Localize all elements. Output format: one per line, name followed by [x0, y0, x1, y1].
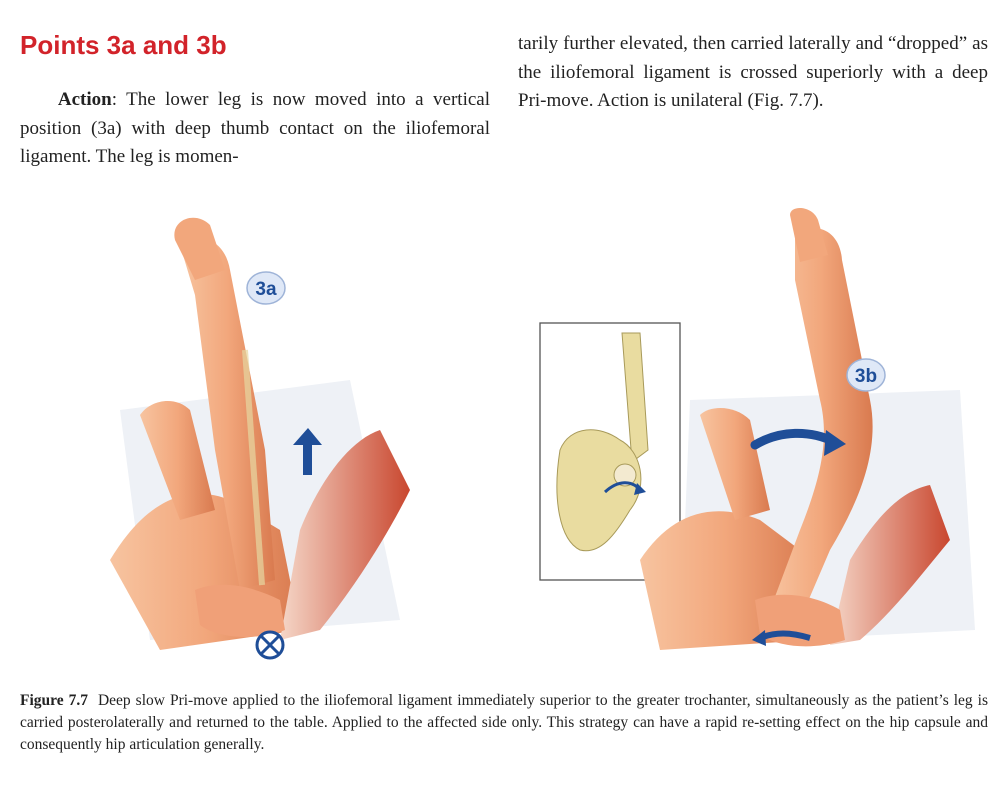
action-lead: Action — [57, 89, 112, 110]
caption-text: Deep slow Pri-move applied to the iliofemoral ligament immediately superior to the greater trochanter, simultaneously as the patient’s leg is carried posterolaterally and returned to the table. Applied to the affected side only. This strategy can have a rapid re-setting effect on the hip capsule and consequently hip articulation generally. — [20, 692, 989, 753]
label-3b-badge — [847, 359, 885, 391]
contact-point-marker — [257, 632, 283, 658]
action-text: : The lower leg is now moved into a vertical position (3a) with deep thumb contact on the iliofemoral ligament. The leg is momen- — [20, 89, 491, 167]
body-column-right — [518, 30, 988, 116]
label-3b: 3b — [854, 366, 878, 387]
label-3a: 3a — [255, 279, 277, 300]
body-paragraph-right: tarily further elevated, then carried laterally and “dropped” as the iliofemoral ligament is crossed superiorly with a deep Pri-move. Action is unilateral (Fig. 7.7). — [518, 33, 988, 111]
section-heading: Points 3a and 3b — [20, 30, 227, 60]
body-paragraph-left — [20, 86, 490, 172]
figure-illustration — [0, 200, 1000, 680]
body-column-left — [20, 86, 490, 172]
foot-3a — [174, 218, 225, 280]
figure-caption — [20, 690, 988, 756]
illustration-3b — [640, 208, 975, 650]
illustration-3a — [110, 218, 410, 658]
label-3a-badge — [247, 272, 285, 304]
caption-label: Figure 7.7 — [20, 692, 88, 709]
